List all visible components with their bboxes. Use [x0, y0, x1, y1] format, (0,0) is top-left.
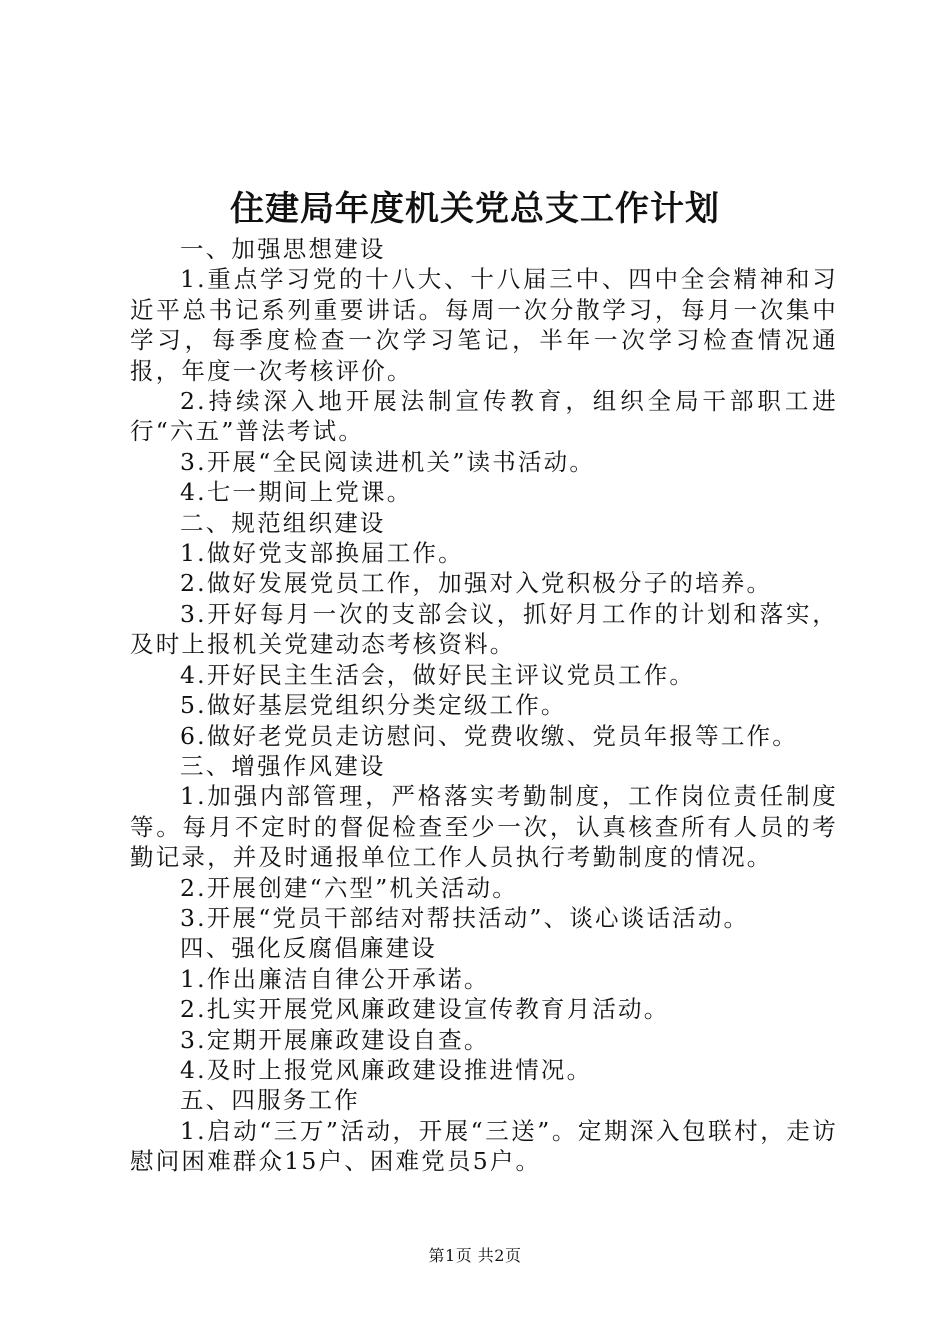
document-body: [130, 234, 838, 1177]
page-footer: 第1页 共2页: [428, 1246, 522, 1265]
paragraph: 1.加强内部管理，严格落实考勤制度，工作岗位责任制度等。每月不定时的督促检查至少一次，认真核查所有人员的考勤记录，并及时通报单位工作人员执行考勤制度的情况。: [130, 782, 838, 872]
paragraph: 4.开好民主生活会，做好民主评议党员工作。: [180, 660, 696, 689]
paragraph: 1.重点学习党的十八大、十八届三中、四中全会精神和习近平总书记系列重要讲话。每周一次分散学习，每月一次集中学习，每季度检查一次学习笔记，半年一次学习检查情况通报，年度一次考核评价。: [130, 265, 838, 385]
heading-section-5: 五、四服务工作: [180, 1086, 360, 1115]
paragraph: 1.作出廉洁自律公开承诺。: [180, 964, 490, 993]
paragraph: 2.做好发展党员工作，加强对入党积极分子的培养。: [180, 569, 773, 598]
paragraph: 2.持续深入地开展法制宣传教育，组织全局干部职工进行“六五”普法考试。: [130, 387, 838, 446]
paragraph: 1.做好党支部换届工作。: [180, 539, 464, 568]
paragraph: 3.开展“全民阅读进机关”读书活动。: [180, 447, 596, 476]
paragraph: 2.开展创建“六型”机关活动。: [180, 873, 518, 902]
paragraph: 3.开展“党员干部结对帮扶活动”、谈心谈话活动。: [180, 903, 750, 932]
paragraph: 4.及时上报党风廉政建设推进情况。: [180, 1055, 593, 1084]
heading-section-2: 二、规范组织建设: [180, 508, 386, 537]
heading-section-3: 三、增强作风建设: [180, 751, 386, 780]
paragraph: 1.启动“三万”活动，开展“三送”。定期深入包联村，走访慰问困难群众15户、困难党员5户。: [130, 1116, 838, 1176]
paragraph: 2.扎实开展党风廉政建设宣传教育月活动。: [180, 995, 670, 1024]
paragraph: 3.定期开展廉政建设自查。: [180, 1025, 490, 1054]
paragraph: 6.做好老党员走访慰问、党费收缴、党员年报等工作。: [180, 721, 798, 750]
paragraph: 4.七一期间上党课。: [180, 478, 413, 507]
paragraph: 3.开好每月一次的支部会议，抓好月工作的计划和落实，及时上报机关党建动态考核资料。: [130, 599, 838, 659]
heading-section-4: 四、强化反腐倡廉建设: [180, 934, 437, 963]
document-title: 住建局年度机关党总支工作计划: [230, 189, 720, 229]
paragraph: 5.做好基层党组织分类定级工作。: [180, 691, 567, 720]
heading-section-1: 一、加强思想建设: [180, 235, 386, 263]
